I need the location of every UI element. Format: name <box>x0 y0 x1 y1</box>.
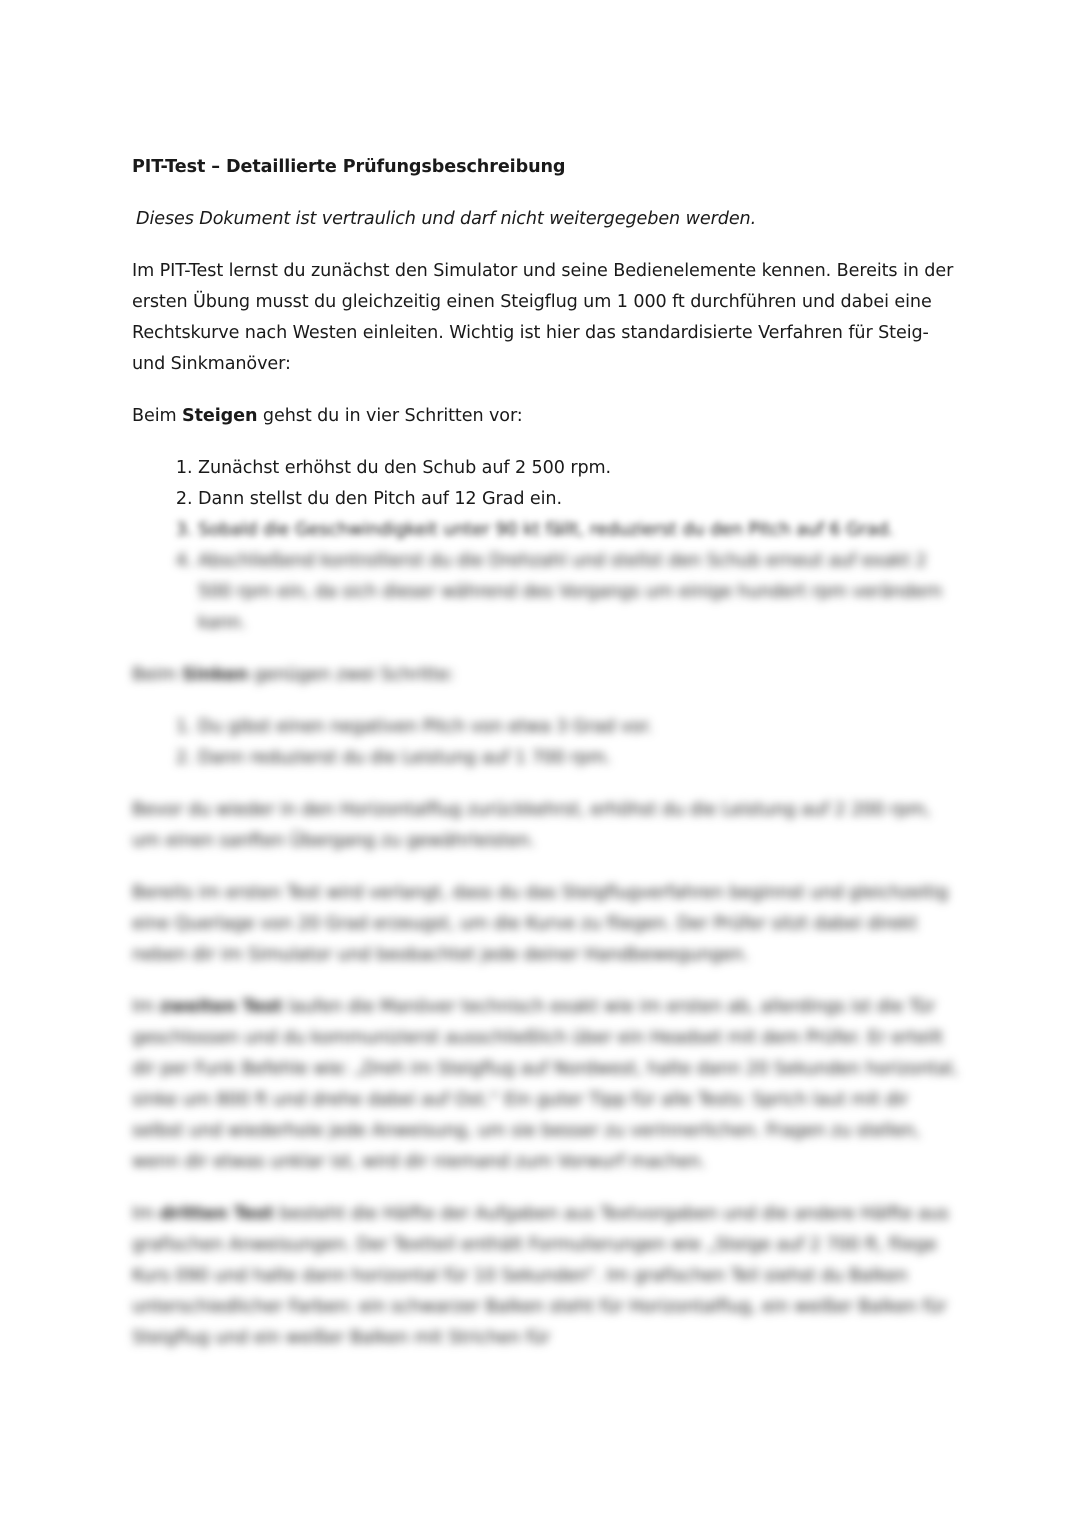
climb-intro-before: Beim <box>132 406 183 426</box>
second-test-paragraph <box>132 992 962 1178</box>
descent-step-1: 1. Du gibst einen negativen Pitch von etwa 3 Grad vor. <box>198 712 962 743</box>
blurred-section <box>132 660 962 1354</box>
second-test-before: Im <box>132 997 160 1017</box>
climb-step-4: 4. Abschließend kontrollierst du die Drehzahl und stellst den Schub erneut auf exakt 2 500 rpm ein, da sich dieser während des Vorgangs um einige hundert rpm verändern kann. <box>198 546 962 639</box>
descent-steps-list <box>132 712 962 774</box>
third-test-keyword: dritten Test <box>159 1204 274 1224</box>
climb-step-2: 2. Dann stellst du den Pitch auf 12 Grad ein. <box>198 484 962 515</box>
document-title: PIT-Test – Detaillierte Prüfungsbeschreibung <box>132 157 566 177</box>
intro-paragraph: Im PIT-Test lernst du zunächst den Simulator und seine Bedienelemente kennen. Bereits in der ersten Übung musst du gleichzeitig einen Steigflug um 1 000 ft durchführen und dabei eine Rechtskurve nach Westen einleiten. Wichtig ist hier das standardisierte Verfahren für Steig- und Sinkmanöver: <box>132 261 954 374</box>
climb-steps-list <box>132 453 962 639</box>
climb-intro-after: gehst du in vier Schritten vor: <box>257 406 523 426</box>
descent-intro <box>132 660 962 691</box>
descent-intro-after: genügen zwei Schritte: <box>248 665 455 685</box>
confidential-note: Dieses Dokument ist vertraulich und darf nicht weitergegeben werden. <box>136 209 757 229</box>
climb-step-1: 1. Zunächst erhöhst du den Schub auf 2 500 rpm. <box>198 453 962 484</box>
first-test-paragraph: Bereits im ersten Test wird verlangt, dass du das Steigflugverfahren beginnst und gleichzeitig eine Querlage von 20 Grad erzeugst, um die Kurve zu fliegen. Der Prüfer sitzt dabei direkt neben dir im Simulator und beobachtet jede deiner Handbewegungen. <box>132 883 949 965</box>
descent-intro-before: Beim <box>132 665 183 685</box>
third-test-before: Im <box>132 1204 160 1224</box>
document-body <box>132 152 962 1375</box>
climb-step-3: 3. Sobald die Geschwindigkeit unter 90 kt fällt, reduzierst du den Pitch auf 6 Grad. <box>198 515 962 546</box>
descent-step-2: 2. Dann reduzierst du die Leistung auf 1 700 rpm. <box>198 743 962 774</box>
climb-intro <box>132 401 962 432</box>
third-test-paragraph <box>132 1199 962 1354</box>
climb-keyword: Steigen <box>182 406 258 426</box>
third-test-after: besteht die Hälfte der Aufgaben aus Textvorgaben und die andere Hälfte aus grafischen Anweisungen. Der Textteil enthält Formulierungen wie „Steige auf 2 700 ft, fliege Kurs 090 und halte dann horizontal für 10 Sekunden“. Im grafischen Teil siehst du Balken unterschiedlicher Farben: ein schwarzer Balken steht für Horizontalflug, ein weißer Balken für Steigflug und ein weißer Balken mit Strichen für <box>132 1204 949 1348</box>
level-off-paragraph: Bevor du wieder in den Horizontalflug zurückkehrst, erhöhst du die Leistung auf 2 200 rpm, um einen sanften Übergang zu gewährleisten. <box>132 800 931 851</box>
second-test-keyword: zweiten Test <box>159 997 283 1017</box>
second-test-after: laufen die Manöver technisch exakt wie im ersten ab, allerdings ist die Tür geschlossen und du kommunizierst ausschließlich über ein Headset mit dem Prüfer. Er erteilt dir per Funk Befehle wie: „Dreh im Steigflug auf Nordwest, halte dann 20 Sekunden horizontal, sinke um 800 ft und drehe dabei auf Ost.“ Ein guter Tipp für alle Tests: Sprich laut mit dir selbst und wiederhole jede Anweisung, um sie besser zu verinnerlichen. Fragen zu stellen, wenn dir etwas unklar ist, wird dir niemand zum Vorwurf machen. <box>132 997 958 1172</box>
descent-keyword: Sinken <box>182 665 249 685</box>
